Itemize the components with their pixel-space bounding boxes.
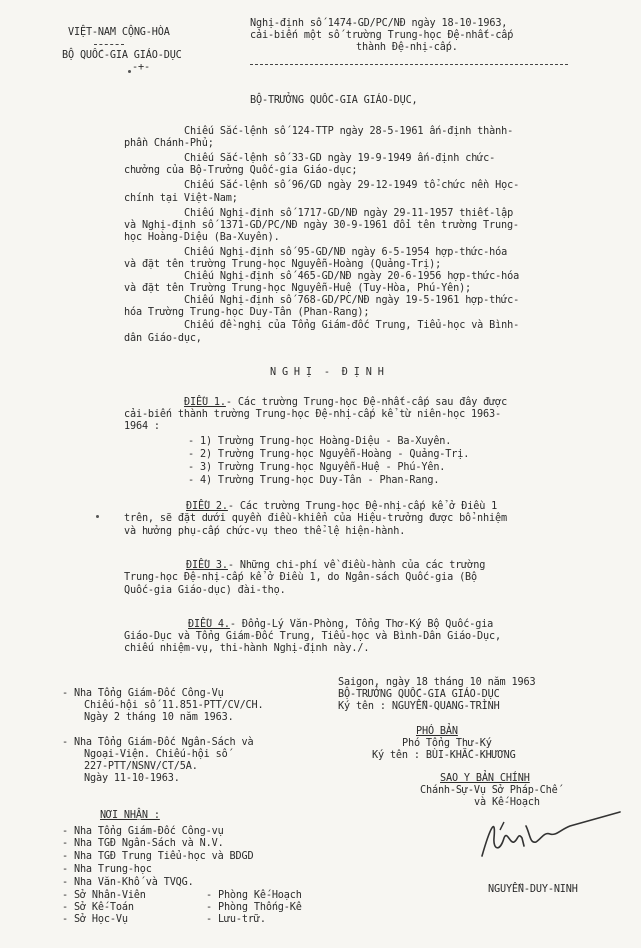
decree-title-line2: cải-biến một số trường Trung-học Đệ-nhất-cấp: [250, 30, 514, 41]
preamble-line: và Nghị-định số 1371-GD/PC/NĐ ngày 30-9-1961 đổi tên trường Trung-: [124, 220, 519, 231]
note-line: 227-PTT/NSNV/CT/5A.: [84, 761, 198, 772]
school-item: - 1) Trường Trung-học Hoàng-Diệu - Ba-Xuyên.: [188, 436, 452, 447]
copy-title: Phó Tổng Thư-Ký: [402, 738, 492, 749]
certified-label: SAO Y BẢN CHÍNH: [440, 773, 530, 784]
article-1-text: - Các trường Trung-học Đệ-nhất-cấp sau đây được: [225, 397, 508, 408]
authority-title: BỘ-TRƯỞNG QUỐC-GIA GIÁO-DỤC,: [250, 95, 418, 106]
recipient-item: - Sở Nhân-Viên: [62, 890, 146, 901]
article-3-text: Trung-học Đệ-nhị-cấp kể ở Điều 1, do Ngân-sách Quốc-gia (Bộ: [124, 572, 478, 583]
note-line: Ngày 11-10-1963.: [84, 773, 180, 784]
signer-name: Ký tên : NGUYỄN-QUANG-TRÌNH: [338, 701, 500, 712]
preamble-line: Chiếu Sắc-lệnh số 124-TTP ngày 28-5-1961 ấn-định thành-: [184, 126, 514, 137]
note-line: Ngoại-Viện. Chiếu-hội số: [84, 749, 228, 760]
recipients-label: NƠI NHẬN :: [100, 810, 160, 821]
article-2-text: và hưởng phụ-cấp chức-vụ theo thể-lệ hiện-hành.: [124, 526, 406, 537]
header-divider-left: [94, 44, 124, 45]
article-1-text: 1964 :: [124, 421, 160, 432]
preamble-line: chưởng của Bộ-Trưởng Quốc-gia Giáo-dục;: [124, 165, 358, 176]
recipient-item: - Nha TGĐ Ngân-Sách và N.V.: [62, 838, 224, 849]
copy-signer: Ký tên : BÙI-KHẮC-KHƯƠNG: [372, 750, 516, 761]
school-item: - 4) Trường Trung-học Duy-Tân - Phan-Rang.: [188, 475, 440, 486]
signer-title: BỘ-TRƯỞNG QUỐC-GIA GIÁO-DỤC: [338, 689, 500, 700]
recipient-item: - Lưu-trữ.: [206, 914, 266, 925]
preamble-line: phần Chánh-Phủ;: [124, 138, 214, 149]
article-2-text: trên, sẽ đặt dưới quyền điều-khiển của Hiệu-trưởng được bổ-nhiệm: [124, 513, 507, 524]
preamble-line: Chiếu Nghị-định số 768-GD/PC/NĐ ngày 19-5-1961 hợp-thức-: [184, 295, 520, 306]
article-1-label: ĐIỀU 1.: [184, 397, 226, 408]
note-line: Chiếu-hội số 11.851-PTT/CV/CH.: [84, 700, 264, 711]
scan-speck: [96, 515, 99, 518]
decree-title-line1: Nghị-định số 1474-GD/PC/NĐ ngày 18-10-1963,: [250, 18, 508, 29]
article-4-text: chiếu nhiệm-vụ, thi-hành Nghị-định này./.: [124, 643, 370, 654]
header-ministry: BỘ QUỐC-GIA GIÁO-DỤC: [62, 50, 182, 61]
preamble-line: Chiếu Nghị-định số 95-GD/NĐ ngày 6-5-1954 hợp-thức-hóa: [184, 247, 508, 258]
recipient-item: - Nha Tổng Giám-Đốc Công-vụ: [62, 826, 224, 837]
article-3-text: Quốc-gia Giáo-dục) đài-thọ.: [124, 585, 286, 596]
note-line: Ngày 2 tháng 10 năm 1963.: [84, 712, 234, 723]
note-line: - Nha Tổng Giám-Đốc Ngân-Sách và: [62, 737, 254, 748]
school-item: - 3) Trường Trung-học Nguyễn-Huệ - Phú-Yên.: [188, 462, 446, 473]
preamble-line: chính tại Việt-Nam;: [124, 193, 238, 204]
preamble-line: Chiếu đề-nghị của Tổng Giám-đốc Trung, Tiểu-học và Bình-: [184, 320, 520, 331]
scan-speck: [128, 70, 131, 73]
article-4-text: - Đổng-Lý Văn-Phòng, Tổng Thơ-Ký Bộ Quốc-gia: [229, 619, 494, 630]
note-line: - Nha Tổng Giám-Đốc Công-Vụ: [62, 688, 224, 699]
header-mark: -+-: [132, 62, 150, 73]
preamble-line: dân Giáo-dục,: [124, 333, 202, 344]
preamble-line: Chiếu Sắc-lệnh số 96/GD ngày 29-12-1949 tổ-chức nền Học-: [184, 180, 520, 191]
preamble-line: Chiếu Nghị-định số 1717-GD/NĐ ngày 29-11-1957 thiết-lập: [184, 208, 514, 219]
article-4-text: Giáo-Dục và Tổng Giám-Đốc Trung, Tiểu-học và Bình-Dân Giáo-Dục,: [124, 631, 501, 642]
article-2-text: - Các trường Trung-học Đệ-nhị-cấp kể ở Điều 1: [227, 501, 498, 512]
article-4-label: ĐIỀU 4.: [188, 619, 230, 630]
recipient-item: - Sở Kế-Toán: [62, 902, 134, 913]
preamble-line: học Hoàng-Diệu (Ba-Xuyên).: [124, 232, 280, 243]
recipient-item: - Sở Học-Vụ: [62, 914, 128, 925]
recipient-item: - Nha TGĐ Trung Tiểu-học và BDGD: [62, 851, 254, 862]
preamble-line: Chiếu Nghị-định số 465-GD/NĐ ngày 20-6-1956 hợp-thức-hóa: [184, 271, 520, 282]
header-country: VIỆT-NAM CỘNG-HÒA: [68, 27, 170, 38]
article-3-label: ĐIỀU 3.: [186, 560, 228, 571]
place-date: Saigon, ngày 18 tháng 10 năm 1963: [338, 677, 536, 688]
recipient-item: - Nha Trung-học: [62, 864, 152, 875]
certified-title-1: Chánh-Sự-Vụ Sở Pháp-Chế: [420, 785, 558, 796]
handwritten-signature-icon: [460, 808, 630, 868]
school-item: - 2) Trường Trung-học Nguyễn-Hoàng - Quảng-Trị.: [188, 449, 470, 460]
certified-title-2: và Kế-Hoạch: [474, 797, 540, 808]
article-2-label: ĐIỀU 2.: [186, 501, 228, 512]
decree-title-line3: thành Đệ-nhị-cấp.: [356, 42, 458, 53]
article-1-text: cải-biến thành trường Trung-học Đệ-nhị-cấp kể từ niên-học 1963-: [124, 409, 501, 420]
decree-heading: N G H Ị - Đ Ị N H: [270, 367, 384, 378]
preamble-line: Chiếu Sắc-lệnh số 33-GD ngày 19-9-1949 ấn-định chức-: [184, 153, 496, 164]
preamble-line: và đặt tên trường Trung-học Nguyễn-Hoàng (Quảng-Trị);: [124, 259, 442, 270]
article-3-text: - Những chi-phí về điều-hành của các trường: [227, 560, 486, 571]
copy-label: PHÓ BẢN: [416, 726, 458, 737]
header-divider-right: [250, 64, 568, 65]
recipient-item: - Nha Văn-Khố và TVQG.: [62, 877, 194, 888]
preamble-line: hóa Trường Trung-học Duy-Tân (Phan-Rang);: [124, 307, 370, 318]
preamble-line: và đặt tên Trường Trung-học Nguyễn-Huệ (Tuy-Hòa, Phú-Yên);: [124, 283, 472, 294]
recipient-item: - Phòng Kế-Hoạch: [206, 890, 302, 901]
recipient-item: - Phòng Thống-Kê: [206, 902, 302, 913]
certifier-name: NGUYỄN-DUY-NINH: [488, 884, 578, 895]
